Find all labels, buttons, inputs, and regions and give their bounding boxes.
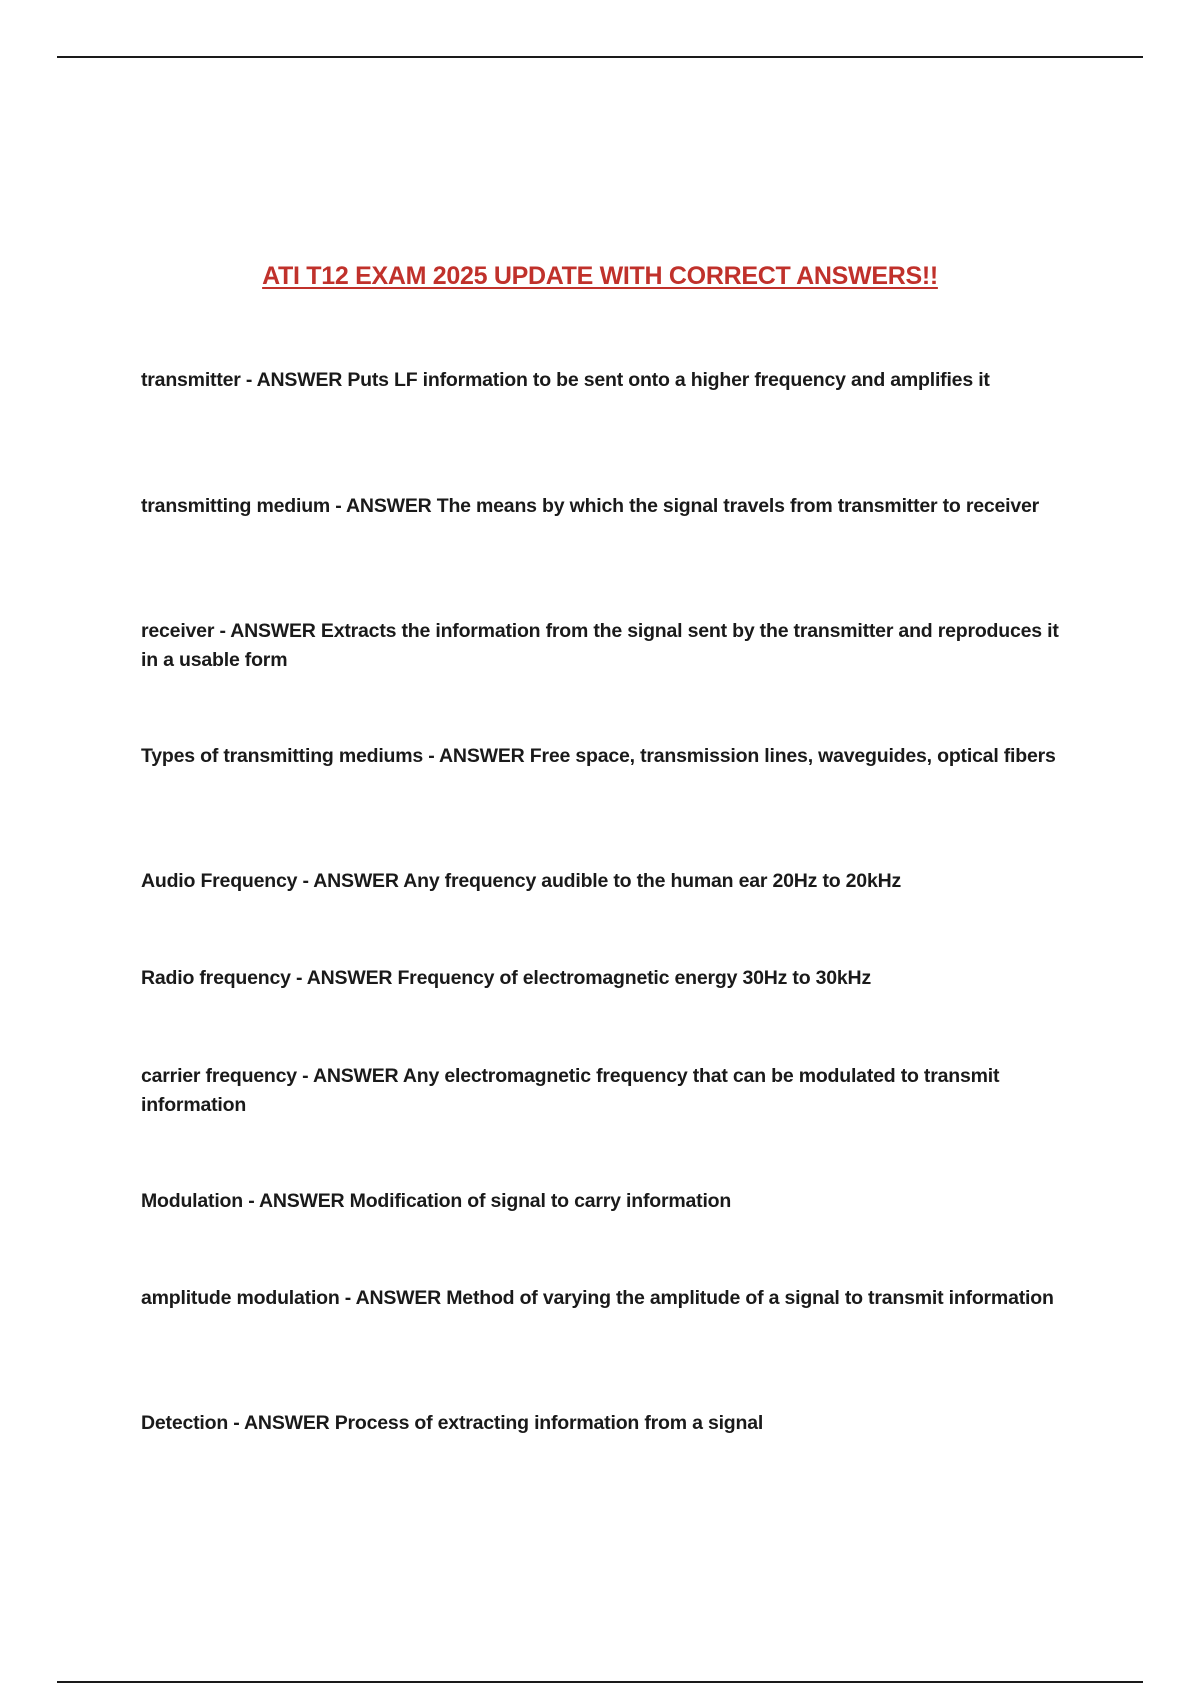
qa-entry: receiver - ANSWER Extracts the information from the signal sent by the transmitter and reproduces it in a usable form — [141, 620, 1059, 671]
qa-entry: transmitter - ANSWER Puts LF information to be sent onto a higher frequency and amplifies it — [141, 369, 990, 391]
qa-entry: Types of transmitting mediums - ANSWER Free space, transmission lines, waveguides, optical fibers — [141, 745, 1056, 767]
qa-entry: Audio Frequency - ANSWER Any frequency audible to the human ear 20Hz to 20kHz — [141, 870, 902, 892]
top-divider — [57, 56, 1143, 58]
bottom-divider — [57, 1681, 1143, 1683]
qa-entry: Detection - ANSWER Process of extracting information from a signal — [141, 1412, 764, 1434]
qa-entry: Modulation - ANSWER Modification of signal to carry information — [141, 1190, 732, 1212]
document-title: ATI T12 EXAM 2025 UPDATE WITH CORRECT ANSWERS!! — [262, 262, 938, 290]
qa-entry: carrier frequency - ANSWER Any electromagnetic frequency that can be modulated to transmit information — [141, 1065, 1000, 1116]
qa-entry: Radio frequency - ANSWER Frequency of electromagnetic energy 30Hz to 30kHz — [141, 967, 871, 989]
qa-entry: amplitude modulation - ANSWER Method of varying the amplitude of a signal to transmit information — [141, 1287, 1054, 1309]
qa-entry: transmitting medium - ANSWER The means by which the signal travels from transmitter to receiver — [141, 495, 1040, 517]
